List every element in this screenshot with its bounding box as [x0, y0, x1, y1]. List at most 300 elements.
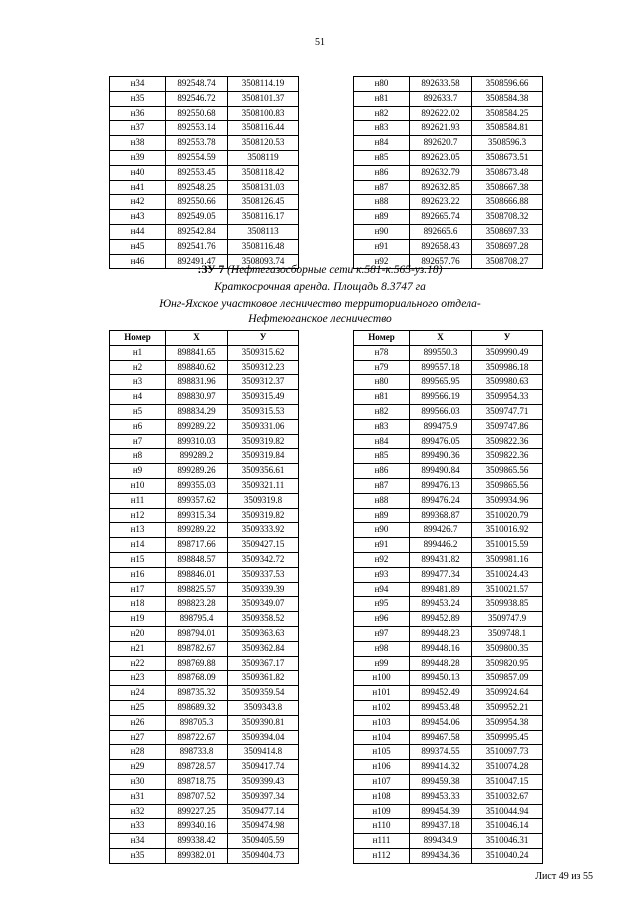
plot-id: :ЗУ 7 — [197, 264, 225, 276]
coord-y: 3509800.35 — [472, 641, 543, 656]
coord-x: 899448.16 — [410, 641, 472, 656]
coord-x: 899355.03 — [166, 478, 228, 493]
coord-x: 899454.06 — [410, 715, 472, 730]
coord-x: 899565.95 — [410, 375, 472, 390]
point-number: н79 — [354, 360, 410, 375]
table-row — [110, 390, 299, 405]
table-row — [110, 597, 299, 612]
point-number: н90 — [354, 224, 410, 239]
coord-x: 899566.19 — [410, 390, 472, 405]
table-row — [110, 848, 299, 863]
table-row — [110, 508, 299, 523]
coord-y: 3510020.79 — [472, 508, 543, 523]
coord-y: 3509477.14 — [228, 804, 299, 819]
table-row — [354, 686, 543, 701]
point-number: н93 — [354, 567, 410, 582]
coord-y: 3509358.52 — [228, 612, 299, 627]
table-row — [110, 612, 299, 627]
coord-y: 3509315.53 — [228, 404, 299, 419]
table-row — [110, 434, 299, 449]
coord-y: 3508584.81 — [472, 121, 543, 136]
table-row — [110, 91, 299, 106]
coord-x: 898830.97 — [166, 390, 228, 405]
coord-y: 3509319.84 — [228, 449, 299, 464]
coord-y: 3508584.25 — [472, 106, 543, 121]
point-number: н18 — [110, 597, 166, 612]
point-number: н1 — [110, 345, 166, 360]
point-number: н95 — [354, 597, 410, 612]
point-number: н28 — [110, 745, 166, 760]
point-number: н89 — [354, 210, 410, 225]
point-number: н80 — [354, 77, 410, 92]
point-number: н83 — [354, 419, 410, 434]
point-number: н87 — [354, 478, 410, 493]
point-number: н16 — [110, 567, 166, 582]
coord-y: 3509954.38 — [472, 715, 543, 730]
coord-y: 3508116.17 — [228, 210, 299, 225]
header-y: У — [228, 331, 299, 346]
table-row — [354, 774, 543, 789]
point-number: н27 — [110, 730, 166, 745]
coord-x: 899475.9 — [410, 419, 472, 434]
coord-table-top-left — [109, 76, 299, 269]
coord-x: 899368.87 — [410, 508, 472, 523]
table-row — [354, 150, 543, 165]
coord-x: 898825.57 — [166, 582, 228, 597]
coord-y: 3509938.85 — [472, 597, 543, 612]
point-number: н45 — [110, 239, 166, 254]
table-row — [354, 700, 543, 715]
table-row — [110, 834, 299, 849]
coord-y: 3508116.48 — [228, 239, 299, 254]
table-row — [354, 508, 543, 523]
table-row — [354, 464, 543, 479]
coord-y: 3509980.63 — [472, 375, 543, 390]
table-row — [354, 745, 543, 760]
coord-y: 3509333.92 — [228, 523, 299, 538]
coord-y: 3508673.48 — [472, 165, 543, 180]
table-row — [354, 552, 543, 567]
table-row — [110, 730, 299, 745]
coord-y: 3508116.44 — [228, 121, 299, 136]
coord-x: 899227.25 — [166, 804, 228, 819]
coord-table-top-right — [353, 76, 543, 269]
coord-y: 3509312.23 — [228, 360, 299, 375]
coord-x: 892633.58 — [410, 77, 472, 92]
coord-x: 899448.28 — [410, 656, 472, 671]
coord-y: 3509319.82 — [228, 434, 299, 449]
point-number: н38 — [110, 136, 166, 151]
table-row — [354, 671, 543, 686]
coord-x: 892621.93 — [410, 121, 472, 136]
coord-x: 892550.66 — [166, 195, 228, 210]
coord-y: 3509367.17 — [228, 656, 299, 671]
coord-y: 3508114.19 — [228, 77, 299, 92]
table-row — [110, 106, 299, 121]
coord-x: 892665.74 — [410, 210, 472, 225]
page-number: 51 — [315, 37, 325, 48]
header-y: У — [472, 331, 543, 346]
point-number: н43 — [110, 210, 166, 225]
coord-x: 899426.7 — [410, 523, 472, 538]
coord-y: 3510024.43 — [472, 567, 543, 582]
coord-y: 3508101.37 — [228, 91, 299, 106]
coord-x: 899289.26 — [166, 464, 228, 479]
table-row — [354, 715, 543, 730]
point-number: н88 — [354, 195, 410, 210]
table-row — [354, 538, 543, 553]
coord-y: 3508708.27 — [472, 254, 543, 269]
point-number: н106 — [354, 760, 410, 775]
coord-x: 899477.34 — [410, 567, 472, 582]
point-number: н83 — [354, 121, 410, 136]
table-row — [354, 626, 543, 641]
point-number: н100 — [354, 671, 410, 686]
point-number: н85 — [354, 449, 410, 464]
table-row — [110, 180, 299, 195]
point-number: н96 — [354, 612, 410, 627]
table-row — [354, 597, 543, 612]
table-row — [110, 77, 299, 92]
table-row — [354, 136, 543, 151]
coord-x: 899315.34 — [166, 508, 228, 523]
point-number: н44 — [110, 224, 166, 239]
point-number: н34 — [110, 77, 166, 92]
header-x: Х — [410, 331, 472, 346]
coord-y: 3509356.61 — [228, 464, 299, 479]
coord-x: 892491.47 — [166, 254, 228, 269]
coord-y: 3509359.54 — [228, 686, 299, 701]
coord-y: 3509315.49 — [228, 390, 299, 405]
coord-x: 899476.05 — [410, 434, 472, 449]
coord-x: 899289.22 — [166, 419, 228, 434]
coord-y: 3509747.71 — [472, 404, 543, 419]
table-row — [110, 404, 299, 419]
coord-x: 898794.01 — [166, 626, 228, 641]
coord-x: 899476.24 — [410, 493, 472, 508]
coord-x: 898848.57 — [166, 552, 228, 567]
table-row — [354, 656, 543, 671]
table-row — [354, 612, 543, 627]
point-number: н108 — [354, 789, 410, 804]
coord-y: 3508118.42 — [228, 165, 299, 180]
coord-x: 892542.84 — [166, 224, 228, 239]
table-row — [354, 390, 543, 405]
point-number: н9 — [110, 464, 166, 479]
coord-y: 3509362.84 — [228, 641, 299, 656]
point-number: н6 — [110, 419, 166, 434]
coord-x: 899467.58 — [410, 730, 472, 745]
coord-y: 3508113 — [228, 224, 299, 239]
point-number: н91 — [354, 239, 410, 254]
coord-y: 3509427.15 — [228, 538, 299, 553]
table-row — [110, 224, 299, 239]
coord-y: 3509865.56 — [472, 478, 543, 493]
coord-y: 3508697.33 — [472, 224, 543, 239]
coord-y: 3509857.09 — [472, 671, 543, 686]
point-number: н92 — [354, 552, 410, 567]
coord-x: 899340.16 — [166, 819, 228, 834]
coord-x: 899434.36 — [410, 848, 472, 863]
coord-x: 898846.01 — [166, 567, 228, 582]
coord-x: 899453.24 — [410, 597, 472, 612]
table-row — [110, 449, 299, 464]
point-number: н14 — [110, 538, 166, 553]
table-row — [110, 760, 299, 775]
coord-x: 898840.62 — [166, 360, 228, 375]
coord-x: 899557.18 — [410, 360, 472, 375]
coord-y: 3509321.11 — [228, 478, 299, 493]
table-row — [354, 91, 543, 106]
table-row — [110, 700, 299, 715]
coord-y: 3509748.1 — [472, 626, 543, 641]
coord-x: 892623.22 — [410, 195, 472, 210]
coord-x: 892657.76 — [410, 254, 472, 269]
table-row — [354, 106, 543, 121]
coord-x: 898722.67 — [166, 730, 228, 745]
point-number: н8 — [110, 449, 166, 464]
coord-x: 892632.79 — [410, 165, 472, 180]
point-number: н101 — [354, 686, 410, 701]
point-number: н102 — [354, 700, 410, 715]
point-number: н107 — [354, 774, 410, 789]
table-row — [354, 195, 543, 210]
coord-y: 3509822.36 — [472, 434, 543, 449]
point-number: н39 — [110, 150, 166, 165]
plot-description: (Нефтегазосборные сети к.581-к.565-уз.18) — [224, 264, 443, 276]
point-number: н21 — [110, 641, 166, 656]
coord-y: 3509363.63 — [228, 626, 299, 641]
point-number: н31 — [110, 789, 166, 804]
coord-x: 898707.52 — [166, 789, 228, 804]
table-row — [354, 641, 543, 656]
table-row — [110, 210, 299, 225]
coord-x: 892541.76 — [166, 239, 228, 254]
table-row — [110, 419, 299, 434]
table-row — [354, 210, 543, 225]
table-row — [110, 360, 299, 375]
section-title — [0, 264, 640, 276]
table-row — [110, 136, 299, 151]
coord-y: 3508120.53 — [228, 136, 299, 151]
coord-y: 3509822.36 — [472, 449, 543, 464]
point-number: н40 — [110, 165, 166, 180]
table-row — [110, 745, 299, 760]
point-number: н112 — [354, 848, 410, 863]
table-row — [354, 493, 543, 508]
table-row — [354, 165, 543, 180]
point-number: н20 — [110, 626, 166, 641]
point-number: н41 — [110, 180, 166, 195]
coord-y: 3509924.64 — [472, 686, 543, 701]
coord-y: 3509417.74 — [228, 760, 299, 775]
point-number: н90 — [354, 523, 410, 538]
point-number: н11 — [110, 493, 166, 508]
coord-x: 898768.09 — [166, 671, 228, 686]
coord-x: 898841.65 — [166, 345, 228, 360]
coord-y: 3510040.24 — [472, 848, 543, 863]
point-number: н94 — [354, 582, 410, 597]
header-number: Номер — [110, 331, 166, 346]
coord-y: 3510016.92 — [472, 523, 543, 538]
point-number: н81 — [354, 390, 410, 405]
coord-y: 3508119 — [228, 150, 299, 165]
coord-y: 3510021.57 — [472, 582, 543, 597]
table-row — [110, 121, 299, 136]
coord-y: 3509934.96 — [472, 493, 543, 508]
point-number: н103 — [354, 715, 410, 730]
coord-x: 899454.39 — [410, 804, 472, 819]
table-row — [354, 121, 543, 136]
point-number: н99 — [354, 656, 410, 671]
coord-x: 899448.23 — [410, 626, 472, 641]
point-number: н26 — [110, 715, 166, 730]
table-row — [110, 552, 299, 567]
table-row — [354, 789, 543, 804]
point-number: н46 — [110, 254, 166, 269]
table-row — [354, 848, 543, 863]
header-x: Х — [166, 331, 228, 346]
coord-y: 3509319.82 — [228, 508, 299, 523]
table-row — [354, 730, 543, 745]
point-number: н85 — [354, 150, 410, 165]
point-number: н105 — [354, 745, 410, 760]
coord-y: 3510046.31 — [472, 834, 543, 849]
coord-x: 892623.05 — [410, 150, 472, 165]
table-row — [110, 493, 299, 508]
lease-info: Краткосрочная аренда. Площадь 8.3747 га — [214, 281, 426, 293]
point-number: н12 — [110, 508, 166, 523]
coord-y: 3510097.73 — [472, 745, 543, 760]
coord-x: 898705.3 — [166, 715, 228, 730]
coord-table-bottom-right — [353, 330, 543, 864]
coord-y: 3509339.39 — [228, 582, 299, 597]
coord-x: 899459.38 — [410, 774, 472, 789]
coord-x: 892665.6 — [410, 224, 472, 239]
coord-x: 898718.75 — [166, 774, 228, 789]
coord-x: 899289.2 — [166, 449, 228, 464]
coord-x: 899289.22 — [166, 523, 228, 538]
coord-y: 3509820.95 — [472, 656, 543, 671]
coord-x: 898795.4 — [166, 612, 228, 627]
forestry-line1: Юнг-Яхское участковое лесничество территориального отдела- — [159, 298, 481, 310]
coord-x: 898782.67 — [166, 641, 228, 656]
coord-y: 3508666.88 — [472, 195, 543, 210]
coord-x: 899374.55 — [410, 745, 472, 760]
coord-x: 899490.84 — [410, 464, 472, 479]
coord-x: 899450.13 — [410, 671, 472, 686]
table-row — [354, 478, 543, 493]
coord-y: 3509399.43 — [228, 774, 299, 789]
coord-y: 3510015.59 — [472, 538, 543, 553]
table-row — [110, 819, 299, 834]
table-row — [110, 567, 299, 582]
coord-y: 3510044.94 — [472, 804, 543, 819]
coord-y: 3509337.53 — [228, 567, 299, 582]
header-number: Номер — [354, 331, 410, 346]
table-row — [110, 239, 299, 254]
point-number: н34 — [110, 834, 166, 849]
point-number: н10 — [110, 478, 166, 493]
table-row — [354, 819, 543, 834]
point-number: н4 — [110, 390, 166, 405]
point-number: н86 — [354, 165, 410, 180]
table-row — [354, 360, 543, 375]
coord-x: 898728.57 — [166, 760, 228, 775]
point-number: н22 — [110, 656, 166, 671]
coord-x: 899431.82 — [410, 552, 472, 567]
coord-y: 3509361.82 — [228, 671, 299, 686]
table-row — [354, 567, 543, 582]
coord-x: 892550.68 — [166, 106, 228, 121]
point-number: н33 — [110, 819, 166, 834]
coord-x: 899453.48 — [410, 700, 472, 715]
coord-y: 3508596.3 — [472, 136, 543, 151]
point-number: н104 — [354, 730, 410, 745]
point-number: н84 — [354, 434, 410, 449]
coord-y: 3508093.74 — [228, 254, 299, 269]
table-row — [354, 582, 543, 597]
point-number: н7 — [110, 434, 166, 449]
point-number: н2 — [110, 360, 166, 375]
forestry-line2: Нефтеюганское лесничество — [248, 313, 392, 325]
coord-y: 3508131.03 — [228, 180, 299, 195]
table-row — [110, 686, 299, 701]
coord-y: 3509747.9 — [472, 612, 543, 627]
coord-y: 3508667.38 — [472, 180, 543, 195]
sheet-footer: Лист 49 из 55 — [535, 871, 593, 882]
coord-x: 892553.45 — [166, 165, 228, 180]
point-number: н84 — [354, 136, 410, 151]
point-number: н80 — [354, 375, 410, 390]
table-row — [110, 656, 299, 671]
table-row — [354, 449, 543, 464]
coord-y: 3509995.45 — [472, 730, 543, 745]
point-number: н25 — [110, 700, 166, 715]
coord-x: 892622.02 — [410, 106, 472, 121]
coord-x: 892548.25 — [166, 180, 228, 195]
coord-y: 3510046.14 — [472, 819, 543, 834]
coord-y: 3508708.32 — [472, 210, 543, 225]
point-number: н42 — [110, 195, 166, 210]
coord-x: 899476.13 — [410, 478, 472, 493]
table-row — [110, 774, 299, 789]
point-number: н30 — [110, 774, 166, 789]
point-number: н98 — [354, 641, 410, 656]
coord-x: 899566.03 — [410, 404, 472, 419]
coord-y: 3508584.38 — [472, 91, 543, 106]
coord-x: 898823.28 — [166, 597, 228, 612]
point-number: н23 — [110, 671, 166, 686]
coord-x: 898717.66 — [166, 538, 228, 553]
table-header — [354, 331, 543, 346]
coord-y: 3510047.15 — [472, 774, 543, 789]
coord-x: 899382.01 — [166, 848, 228, 863]
point-number: н35 — [110, 91, 166, 106]
point-number: н17 — [110, 582, 166, 597]
coord-x: 899437.18 — [410, 819, 472, 834]
point-number: н82 — [354, 404, 410, 419]
table-row — [354, 523, 543, 538]
coord-x: 899446.2 — [410, 538, 472, 553]
table-row — [110, 641, 299, 656]
coord-y: 3509474.98 — [228, 819, 299, 834]
table-row — [110, 626, 299, 641]
point-number: н13 — [110, 523, 166, 538]
point-number: н78 — [354, 345, 410, 360]
coord-y: 3508697.28 — [472, 239, 543, 254]
coord-x: 892554.59 — [166, 150, 228, 165]
